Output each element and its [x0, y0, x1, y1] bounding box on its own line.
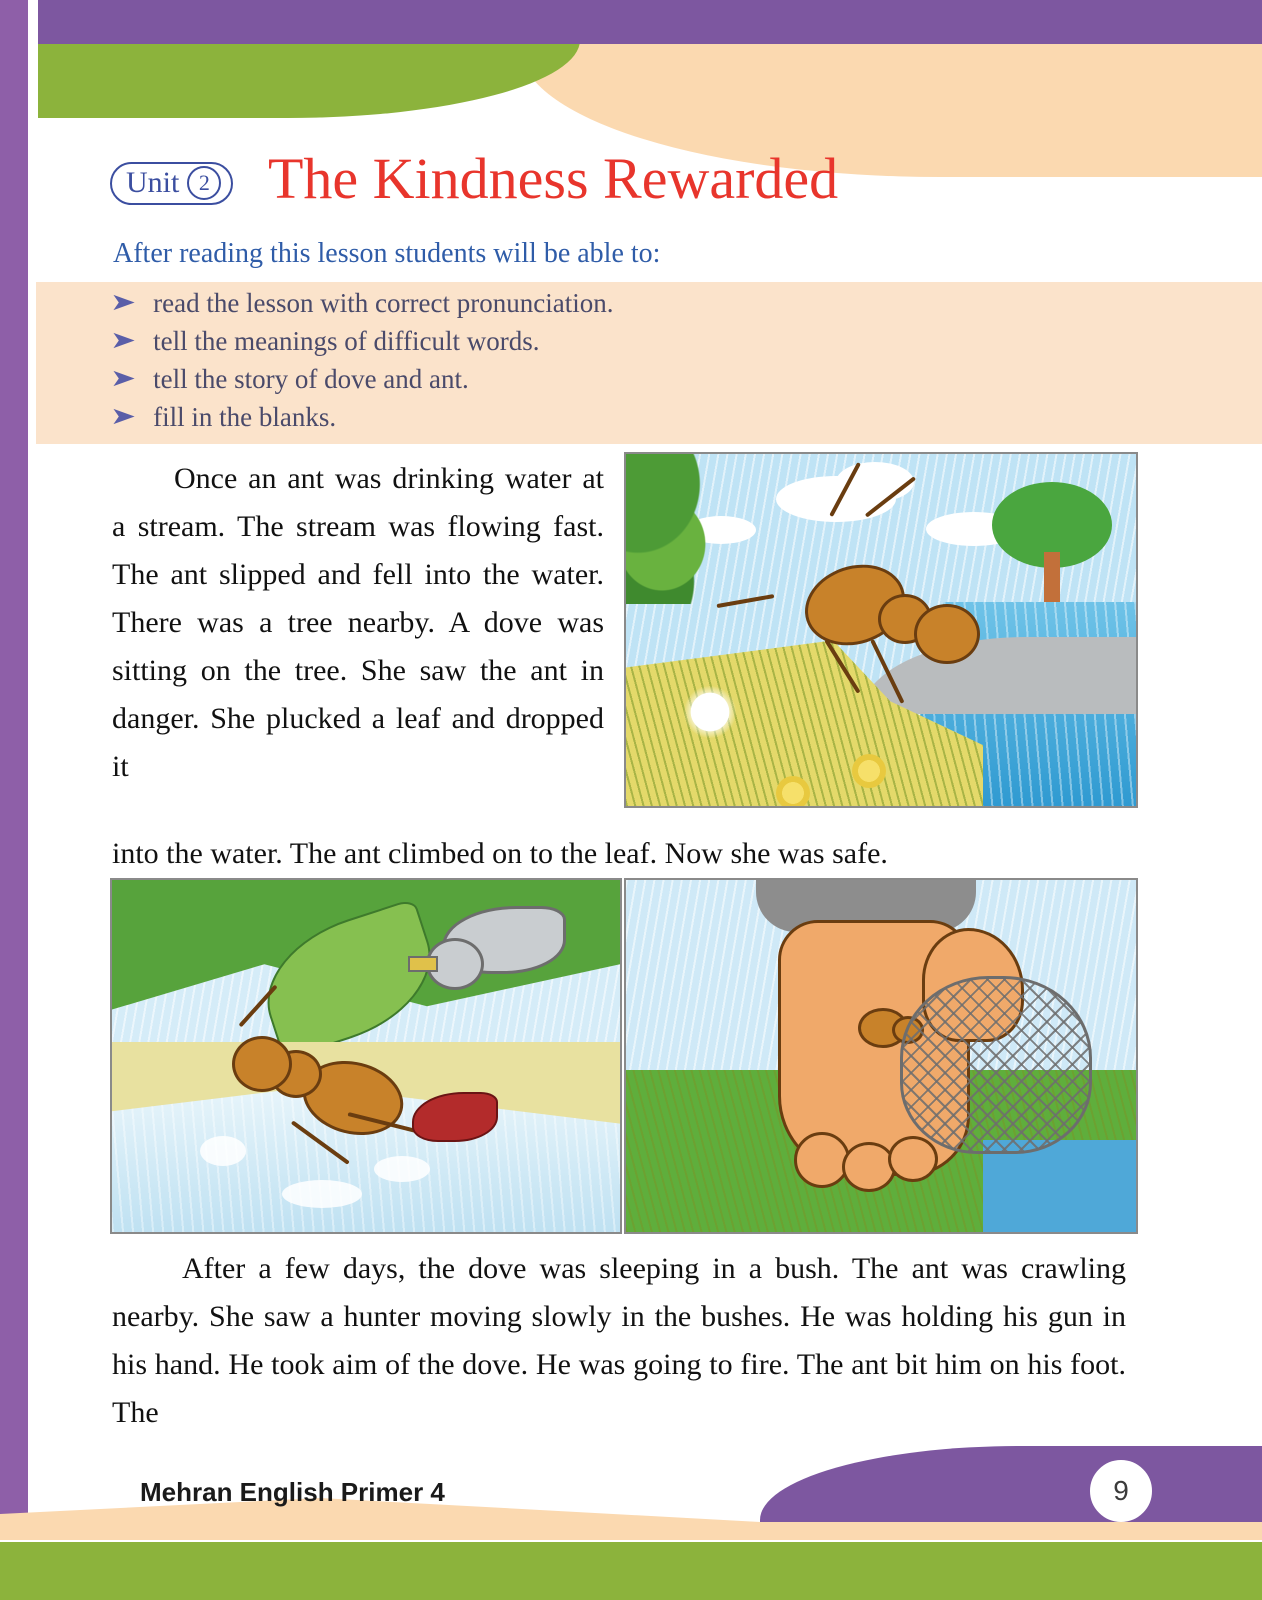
list-item	[109, 361, 1013, 398]
paragraph-2-text: After a few days, the dove was sleeping in a bush. The ant was crawling nearby. She saw a hunter moving slowly in the bushes. He was holding his gun in his hand. He took aim of the dove. He was going to fire. The ant bit him on his foot. The	[112, 1252, 1126, 1429]
objective-text: tell the meanings of difficult words.	[153, 326, 540, 356]
book-title: Mehran English Primer 4	[140, 1477, 445, 1507]
bullet-arrow-icon: ➤	[109, 404, 137, 430]
objective-text: read the lesson with correct pronunciation.	[153, 288, 614, 318]
ant-head	[914, 604, 980, 664]
top-green-shape	[0, 40, 580, 118]
water-foam	[200, 1136, 246, 1166]
list-item	[109, 285, 1013, 322]
dove-beak	[408, 956, 438, 972]
footer-green-bar	[0, 1542, 1262, 1600]
unit-number: 2	[187, 166, 221, 200]
ant-head	[232, 1036, 292, 1092]
story-paragraph-1-continued: into the water. The ant climbed on to the leaf. Now she was safe.	[112, 837, 888, 870]
tree-illustration	[992, 482, 1112, 612]
story-paragraph-1	[112, 455, 604, 791]
hunter-toe	[888, 1136, 938, 1182]
footer-purple-shape	[760, 1446, 1262, 1522]
list-item	[109, 323, 1013, 360]
bullet-arrow-icon: ➤	[109, 328, 137, 354]
foliage-corner	[626, 454, 746, 604]
bullet-arrow-icon: ➤	[109, 366, 137, 392]
illustration-ant-on-leaf	[110, 878, 622, 1234]
dandelion-icon	[684, 686, 736, 738]
top-purple-bar	[0, 0, 1262, 44]
bullet-arrow-icon: ➤	[109, 290, 137, 316]
illustration-ant-biting-foot	[624, 878, 1138, 1234]
left-white-stripe	[28, 0, 38, 1600]
water-edge	[983, 1140, 1136, 1232]
illustration-ant-slipping	[624, 452, 1138, 808]
objectives-heading: After reading this lesson students will be able to:	[113, 238, 661, 269]
list-item	[109, 399, 1013, 436]
unit-badge	[110, 162, 233, 205]
hunter-toe	[842, 1142, 896, 1192]
objective-text: fill in the blanks.	[153, 402, 337, 432]
flower-icon	[776, 776, 810, 808]
unit-label: Unit	[126, 166, 180, 199]
paragraph-1-text: Once an ant was drinking water at a stream. The stream was flowing fast. The ant slipped and fell into the water. There was a tree nearby. A dove was sitting on the tree. She saw the ant in danger. She plucked a leaf and dropped it	[112, 462, 604, 783]
water-foam	[374, 1156, 430, 1182]
story-paragraph-2	[112, 1245, 1126, 1437]
page-title: The Kindness Rewarded	[268, 146, 839, 211]
hunting-net	[900, 976, 1092, 1154]
objective-text: tell the story of dove and ant.	[153, 364, 469, 394]
hunter-toe	[794, 1132, 850, 1188]
objectives-list	[109, 285, 1013, 437]
water-foam	[282, 1180, 362, 1208]
flower-icon	[852, 754, 886, 788]
page-number: 9	[1090, 1460, 1152, 1522]
